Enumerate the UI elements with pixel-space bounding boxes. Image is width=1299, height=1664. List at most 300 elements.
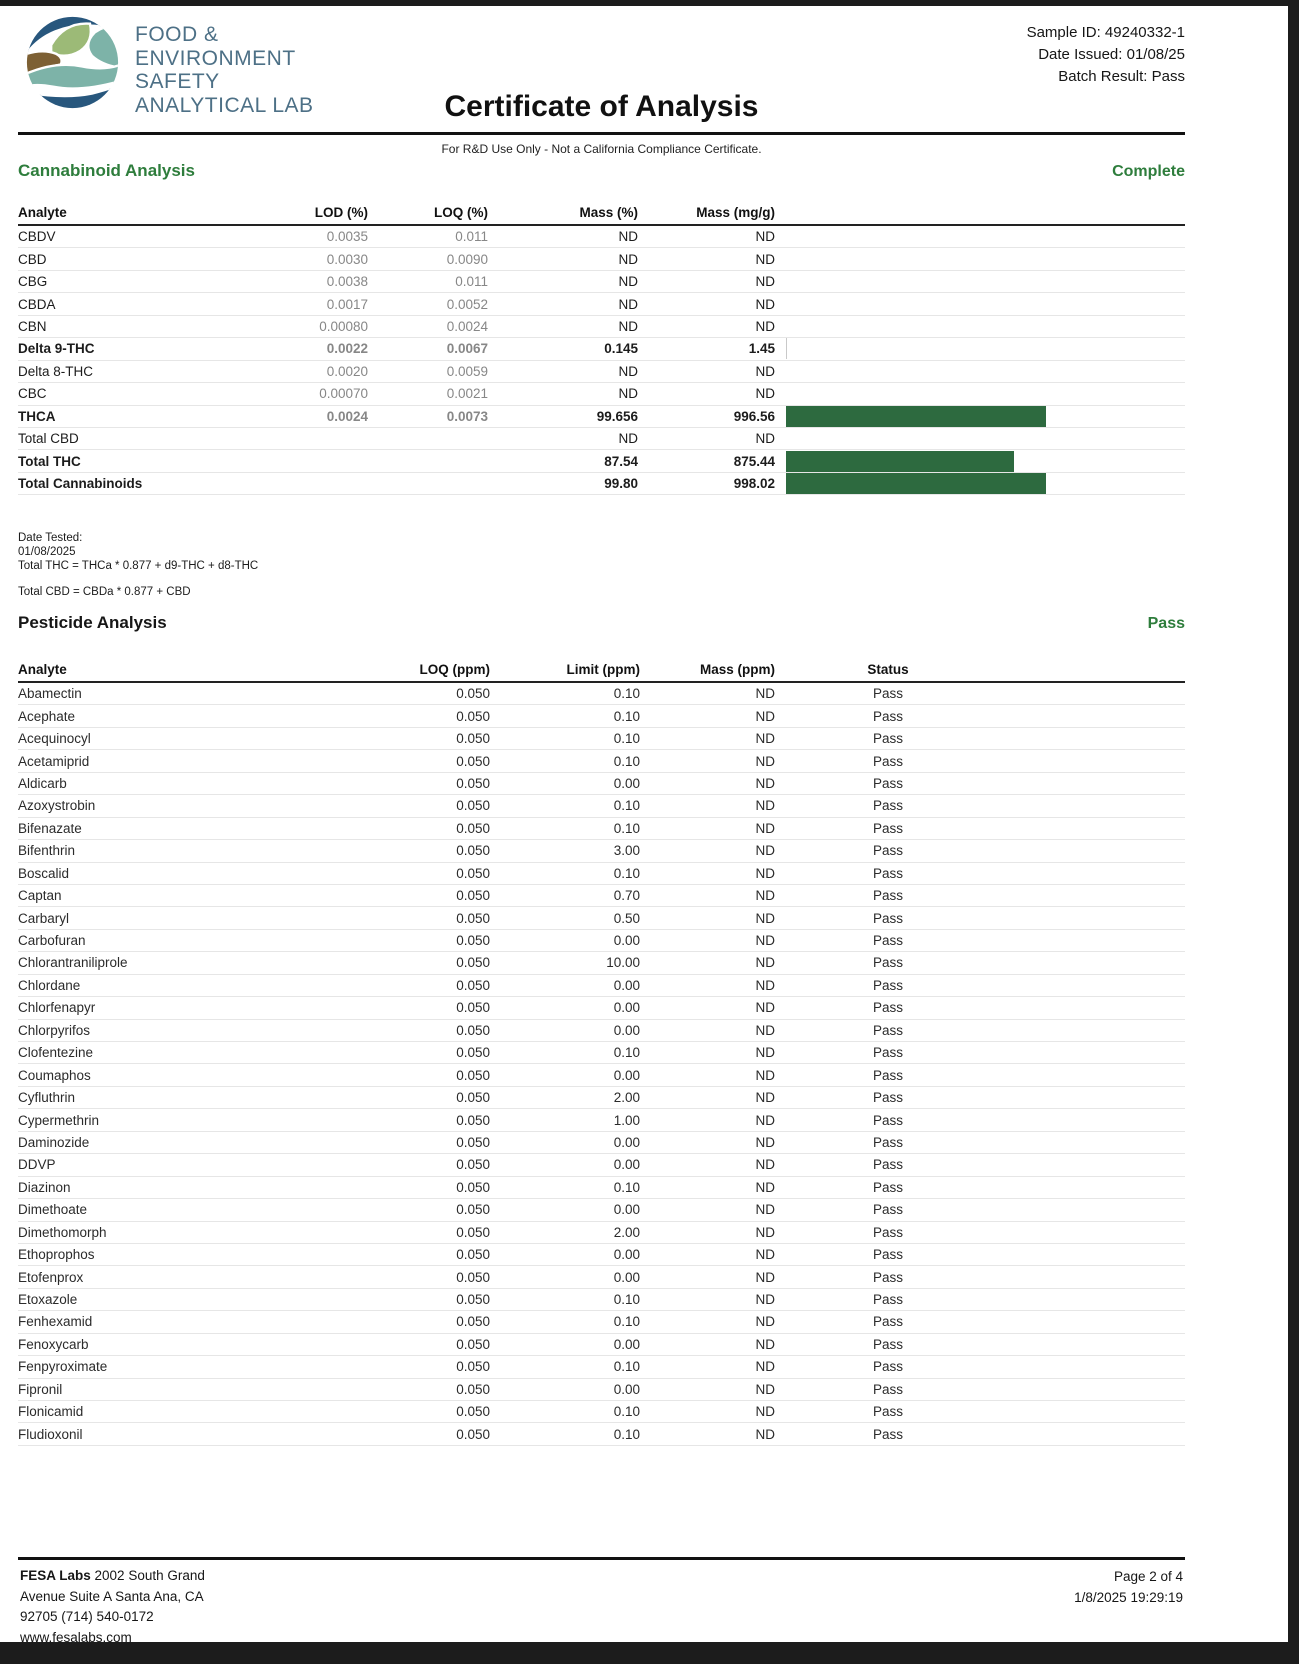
loq-cell: 0.050	[456, 1336, 490, 1352]
pesticide-row	[18, 840, 1185, 862]
limit-cell: 0.00	[613, 775, 640, 791]
mass-cell: ND	[755, 955, 775, 971]
mass-cell: ND	[755, 686, 775, 702]
status-cell: Pass	[872, 888, 903, 904]
lod-cell: 0.0017	[326, 296, 368, 312]
status-cell: Pass	[872, 686, 903, 702]
analyte-cell: Acetamiprid	[18, 753, 90, 769]
mass-cell: ND	[755, 1292, 775, 1308]
mass-bar-cell	[775, 406, 1185, 427]
status-cell: Pass	[872, 708, 903, 724]
loq-cell: 0.050	[456, 1090, 490, 1106]
lab-contact-block	[20, 1566, 205, 1642]
loq-cell: 0.0067	[446, 341, 488, 357]
mass-cell: ND	[755, 798, 775, 814]
pesticide-row	[18, 1154, 1185, 1176]
analyte-cell: Carbaryl	[18, 910, 70, 926]
lod-cell: 0.0030	[326, 251, 368, 267]
date-tested-label: Date Tested:	[18, 532, 83, 545]
limit-cell: 0.10	[613, 708, 640, 724]
loq-cell: 0.050	[456, 933, 490, 949]
mass-bar-cell	[775, 293, 1185, 314]
mass-cell: ND	[755, 820, 775, 836]
status-cell: Pass	[872, 1000, 903, 1016]
loq-cell: 0.011	[455, 229, 488, 245]
limit-cell: 0.10	[613, 1292, 640, 1308]
header-divider	[18, 132, 1185, 135]
mass-cell: ND	[755, 1090, 775, 1106]
pesticide-row	[18, 683, 1185, 705]
lod-cell: 0.0035	[326, 229, 368, 245]
certificate-page	[0, 6, 1288, 1642]
mass-percent-cell: 87.54	[604, 453, 638, 469]
column-header: Mass (%)	[579, 205, 638, 220]
column-header-bar-area	[775, 200, 1185, 220]
pesticide-table-header	[18, 657, 1185, 683]
mass-bar-cell	[775, 316, 1185, 337]
analyte-cell: Cyfluthrin	[18, 1090, 76, 1106]
pesticide-row	[18, 1222, 1185, 1244]
mass-mgg-cell: 875.44	[733, 453, 775, 469]
pesticide-row	[18, 952, 1185, 974]
mass-cell: ND	[755, 1134, 775, 1150]
pesticide-row	[18, 1379, 1185, 1401]
pesticide-row	[18, 1289, 1185, 1311]
analyte-cell: Chlorantraniliprole	[18, 955, 128, 971]
analyte-cell: Azoxystrobin	[18, 798, 96, 814]
mass-bar	[786, 451, 1014, 472]
loq-cell: 0.050	[456, 888, 490, 904]
cannabinoid-table-body	[18, 226, 1185, 495]
mass-bar	[786, 473, 1046, 494]
loq-cell: 0.050	[456, 775, 490, 791]
status-cell: Pass	[872, 1157, 903, 1173]
analyte-cell: Delta 8-THC	[18, 363, 94, 379]
cannabinoid-status-badge: Complete	[1112, 163, 1185, 180]
loq-cell: 0.050	[456, 1381, 490, 1397]
loq-cell: 0.050	[456, 1404, 490, 1420]
mass-cell: ND	[755, 708, 775, 724]
analyte-cell: Total Cannabinoids	[18, 476, 143, 492]
loq-cell: 0.050	[456, 1426, 490, 1442]
loq-cell: 0.050	[456, 708, 490, 724]
lod-cell: 0.0038	[326, 274, 368, 290]
limit-cell: 0.10	[613, 820, 640, 836]
analyte-cell: CBDV	[18, 229, 56, 245]
loq-cell: 0.050	[456, 1067, 490, 1083]
limit-cell: 0.00	[613, 1157, 640, 1173]
loq-cell: 0.050	[456, 798, 490, 814]
mass-cell: ND	[755, 977, 775, 993]
lod-cell: 0.0022	[326, 341, 368, 357]
mass-percent-cell: ND	[618, 431, 638, 447]
lod-cell: 0.0020	[326, 363, 368, 379]
pesticide-row	[18, 795, 1185, 817]
limit-cell: 0.00	[613, 1336, 640, 1352]
page-meta-block	[1074, 1566, 1183, 1608]
status-cell: Pass	[872, 1269, 903, 1285]
mass-bar-cell	[775, 248, 1185, 269]
mass-cell: ND	[755, 865, 775, 881]
date-issued: Date Issued: 01/08/25	[1038, 46, 1185, 63]
cannabinoid-section-title: Cannabinoid Analysis	[18, 161, 195, 180]
lod-cell: 0.0024	[326, 408, 368, 424]
loq-cell: 0.050	[456, 753, 490, 769]
cannabinoid-row	[18, 428, 1185, 450]
pesticide-row	[18, 1132, 1185, 1154]
column-header: Analyte	[18, 205, 67, 220]
mass-mgg-cell: ND	[755, 386, 775, 402]
footer-website: www.fesalabs.com	[20, 1629, 132, 1642]
print-timestamp: 1/8/2025 19:29:19	[1074, 1590, 1183, 1605]
pesticide-row	[18, 1087, 1185, 1109]
status-cell: Pass	[872, 1247, 903, 1263]
mass-cell: ND	[755, 843, 775, 859]
limit-cell: 0.10	[613, 686, 640, 702]
loq-cell: 0.050	[456, 1359, 490, 1375]
analyte-cell: Delta 9-THC	[18, 341, 95, 357]
pesticide-row	[18, 1199, 1185, 1221]
cannabinoid-row	[18, 248, 1185, 270]
loq-cell: 0.050	[456, 1314, 490, 1330]
cannabinoid-row	[18, 406, 1185, 428]
analyte-cell: CBD	[18, 251, 47, 267]
mass-bar-cell	[775, 271, 1185, 292]
mass-mgg-cell: ND	[755, 363, 775, 379]
analyte-cell: Chlordane	[18, 977, 81, 993]
mass-cell: ND	[755, 1426, 775, 1442]
loq-cell: 0.0052	[446, 296, 488, 312]
loq-cell: 0.050	[456, 977, 490, 993]
column-header: Analyte	[18, 662, 67, 677]
analyte-cell: Carbofuran	[18, 933, 86, 949]
limit-cell: 0.10	[613, 1045, 640, 1061]
status-cell: Pass	[872, 820, 903, 836]
limit-cell: 0.10	[613, 1426, 640, 1442]
mass-bar-cell	[775, 226, 1185, 247]
total-cbd-formula: Total CBD = CBDa * 0.877 + CBD	[18, 586, 191, 599]
footer-address-line: 2002 South Grand	[94, 1568, 205, 1583]
status-cell: Pass	[872, 1045, 903, 1061]
analyte-cell: Daminozide	[18, 1134, 90, 1150]
analyte-cell: Fenpyroximate	[18, 1359, 108, 1375]
pesticide-table-body	[18, 683, 1185, 1446]
status-cell: Pass	[872, 865, 903, 881]
pesticide-row	[18, 975, 1185, 997]
lod-cell: 0.00070	[319, 386, 368, 402]
limit-cell: 0.00	[613, 1134, 640, 1150]
status-cell: Pass	[872, 1090, 903, 1106]
mass-cell: ND	[755, 933, 775, 949]
lab-name-line: ENVIRONMENT	[135, 46, 296, 70]
mass-cell: ND	[755, 1157, 775, 1173]
mass-percent-cell: 0.145	[604, 341, 638, 357]
mass-cell: ND	[755, 888, 775, 904]
analyte-cell: Dimethomorph	[18, 1224, 107, 1240]
pesticide-row	[18, 728, 1185, 750]
mass-cell: ND	[755, 1112, 775, 1128]
limit-cell: 0.00	[613, 1381, 640, 1397]
mass-cell: ND	[755, 1179, 775, 1195]
compliance-note: For R&D Use Only - Not a California Compliance Certificate.	[441, 142, 762, 156]
analyte-cell: Cypermethrin	[18, 1112, 100, 1128]
loq-cell: 0.050	[456, 910, 490, 926]
analyte-cell: Captan	[18, 888, 62, 904]
mass-bar-cell	[775, 428, 1185, 449]
loq-cell: 0.050	[456, 1022, 490, 1038]
pesticide-section	[18, 613, 1185, 1446]
loq-cell: 0.050	[456, 1179, 490, 1195]
mass-cell: ND	[755, 1224, 775, 1240]
limit-cell: 0.00	[613, 1247, 640, 1263]
cannabinoid-row	[18, 338, 1185, 360]
loq-cell: 0.0059	[446, 363, 488, 379]
limit-cell: 0.50	[613, 910, 640, 926]
mass-cell: ND	[755, 1359, 775, 1375]
sample-info-block	[1027, 22, 1185, 88]
status-cell: Pass	[872, 731, 903, 747]
status-cell: Pass	[872, 1112, 903, 1128]
mass-mgg-cell: ND	[755, 251, 775, 267]
mass-percent-cell: ND	[618, 363, 638, 379]
analyte-cell: Total CBD	[18, 431, 79, 447]
loq-cell: 0.050	[456, 1157, 490, 1173]
limit-cell: 0.00	[613, 933, 640, 949]
limit-cell: 0.10	[613, 1179, 640, 1195]
mass-cell: ND	[755, 1269, 775, 1285]
mass-percent-cell: ND	[618, 386, 638, 402]
mass-bar-cell	[775, 338, 1185, 359]
pesticide-row	[18, 1401, 1185, 1423]
loq-cell: 0.0024	[446, 318, 488, 334]
loq-cell: 0.050	[456, 1247, 490, 1263]
pesticide-row	[18, 1244, 1185, 1266]
analyte-cell: Boscalid	[18, 865, 70, 881]
mass-mgg-cell: ND	[755, 296, 775, 312]
column-header: LOQ (ppm)	[419, 662, 490, 677]
limit-cell: 0.00	[613, 1000, 640, 1016]
cannabinoid-table-header	[18, 200, 1185, 226]
batch-result: Batch Result: Pass	[1058, 68, 1185, 85]
mass-cell: ND	[755, 1202, 775, 1218]
analyte-cell: Aldicarb	[18, 775, 67, 791]
status-cell: Pass	[872, 1381, 903, 1397]
pesticide-row	[18, 1334, 1185, 1356]
status-cell: Pass	[872, 1224, 903, 1240]
pesticide-row	[18, 863, 1185, 885]
limit-cell: 0.10	[613, 1359, 640, 1375]
limit-cell: 2.00	[613, 1224, 640, 1240]
status-cell: Pass	[872, 843, 903, 859]
mass-bar-cell	[775, 450, 1185, 471]
analyte-cell: Abamectin	[18, 686, 82, 702]
sample-id: Sample ID: 49240332-1	[1026, 24, 1185, 41]
limit-cell: 10.00	[606, 955, 640, 971]
limit-cell: 0.00	[613, 1202, 640, 1218]
mass-bar-cell	[775, 473, 1185, 494]
analyte-cell: Total THC	[18, 453, 81, 469]
loq-cell: 0.050	[456, 1269, 490, 1285]
limit-cell: 0.10	[613, 865, 640, 881]
loq-cell: 0.050	[456, 1224, 490, 1240]
analyte-cell: Fludioxonil	[18, 1426, 83, 1442]
status-cell: Pass	[872, 775, 903, 791]
limit-cell: 2.00	[613, 1090, 640, 1106]
status-cell: Pass	[872, 1292, 903, 1308]
mass-cell: ND	[755, 1045, 775, 1061]
mass-cell: ND	[755, 753, 775, 769]
footer-address-line: Avenue Suite A Santa Ana, CA	[20, 1588, 204, 1604]
status-cell: Pass	[872, 1202, 903, 1218]
mass-percent-cell: ND	[618, 251, 638, 267]
mass-cell: ND	[755, 1247, 775, 1263]
status-cell: Pass	[872, 933, 903, 949]
cannabinoid-row	[18, 316, 1185, 338]
loq-cell: 0.011	[455, 274, 488, 290]
loq-cell: 0.050	[456, 686, 490, 702]
loq-cell: 0.0090	[446, 251, 488, 267]
column-header: Mass (ppm)	[699, 662, 775, 677]
analyte-cell: Bifenthrin	[18, 843, 76, 859]
pesticide-row	[18, 1266, 1185, 1288]
analyte-cell: Flonicamid	[18, 1404, 84, 1420]
total-thc-formula: Total THC = THCa * 0.877 + d9-THC + d8-THC	[18, 560, 259, 573]
status-cell: Pass	[872, 1067, 903, 1083]
loq-cell: 0.050	[456, 865, 490, 881]
pesticide-row	[18, 1109, 1185, 1131]
mass-bar-cell	[775, 361, 1185, 382]
analyte-cell: Fipronil	[18, 1381, 63, 1397]
footer-lab-name: FESA Labs	[20, 1568, 91, 1583]
column-header: LOQ (%)	[434, 205, 488, 220]
status-cell: Pass	[872, 1134, 903, 1150]
pesticide-row	[18, 750, 1185, 772]
pesticide-row	[18, 997, 1185, 1019]
limit-cell: 0.10	[613, 798, 640, 814]
loq-cell: 0.0021	[446, 386, 488, 402]
pesticide-row	[18, 818, 1185, 840]
limit-cell: 0.00	[613, 977, 640, 993]
mass-cell: ND	[755, 1314, 775, 1330]
mass-bar	[786, 406, 1046, 427]
analyte-cell: CBC	[18, 386, 47, 402]
mass-cell: ND	[755, 731, 775, 747]
column-header: Mass (mg/g)	[696, 205, 775, 220]
analyte-cell: CBG	[18, 274, 48, 290]
loq-cell: 0.050	[456, 1045, 490, 1061]
analyte-cell: Acephate	[18, 708, 76, 724]
pesticide-row	[18, 1423, 1185, 1445]
pesticide-status-badge: Pass	[1147, 615, 1185, 632]
analyte-cell: Fenhexamid	[18, 1314, 93, 1330]
loq-cell: 0.050	[456, 820, 490, 836]
mass-cell: ND	[755, 1022, 775, 1038]
cannabinoid-row	[18, 361, 1185, 383]
page-number: Page 2 of 4	[1113, 1569, 1183, 1584]
mass-cell: ND	[755, 1336, 775, 1352]
mass-percent-cell: 99.656	[596, 408, 638, 424]
analyte-cell: Clofentezine	[18, 1045, 94, 1061]
status-cell: Pass	[872, 1359, 903, 1375]
analyte-cell: Chlorpyrifos	[18, 1022, 91, 1038]
pesticide-row	[18, 1311, 1185, 1333]
limit-cell: 0.10	[613, 1404, 640, 1420]
mass-mgg-cell: ND	[755, 318, 775, 334]
status-cell: Pass	[872, 1426, 903, 1442]
column-header: LOD (%)	[314, 205, 368, 220]
cannabinoid-row	[18, 271, 1185, 293]
analyte-cell: THCA	[18, 408, 56, 424]
cannabinoid-notes	[18, 531, 1185, 599]
certificate-title: Certificate of Analysis	[444, 90, 759, 123]
lab-name-line: SAFETY	[135, 70, 220, 93]
lab-name-line: FOOD &	[135, 23, 219, 46]
mass-cell: ND	[755, 775, 775, 791]
mass-percent-cell: ND	[618, 229, 638, 245]
mass-cell: ND	[755, 1404, 775, 1420]
column-header: Limit (ppm)	[566, 662, 640, 677]
mass-mgg-cell: 998.02	[733, 476, 775, 492]
limit-cell: 0.10	[613, 1314, 640, 1330]
status-cell: Pass	[872, 798, 903, 814]
lab-name-line: ANALYTICAL LAB	[135, 93, 314, 117]
mass-bar	[786, 338, 787, 359]
date-tested-value: 01/08/2025	[18, 546, 76, 559]
cannabinoid-row	[18, 383, 1185, 405]
mass-cell: ND	[755, 1381, 775, 1397]
pesticide-row	[18, 1020, 1185, 1042]
limit-cell: 1.00	[613, 1112, 640, 1128]
mass-percent-cell: ND	[618, 318, 638, 334]
analyte-cell: Ethoprophos	[18, 1247, 95, 1263]
loq-cell: 0.050	[456, 731, 490, 747]
status-cell: Pass	[872, 1022, 903, 1038]
analyte-cell: CBDA	[18, 296, 56, 312]
loq-cell: 0.050	[456, 955, 490, 971]
loq-cell: 0.050	[456, 1202, 490, 1218]
analyte-cell: Dimethoate	[18, 1202, 88, 1218]
footer-divider	[18, 1557, 1185, 1560]
cannabinoid-section	[18, 161, 1185, 599]
limit-cell: 0.70	[613, 888, 640, 904]
loq-cell: 0.050	[456, 1112, 490, 1128]
footer-address-line: 92705 (714) 540-0172	[20, 1609, 154, 1624]
cannabinoid-row	[18, 293, 1185, 315]
pesticide-row	[18, 930, 1185, 952]
status-cell: Pass	[872, 753, 903, 769]
pesticide-row	[18, 907, 1185, 929]
status-cell: Pass	[872, 910, 903, 926]
limit-cell: 0.10	[613, 731, 640, 747]
mass-mgg-cell: ND	[755, 229, 775, 245]
analyte-cell: Acequinocyl	[18, 731, 91, 747]
pesticide-row	[18, 705, 1185, 727]
analyte-cell: Fenoxycarb	[18, 1336, 89, 1352]
analyte-cell: Etoxazole	[18, 1292, 78, 1308]
mass-mgg-cell: 1.45	[748, 341, 775, 357]
mass-mgg-cell: ND	[755, 274, 775, 290]
pesticide-row	[18, 885, 1185, 907]
mass-percent-cell: ND	[618, 296, 638, 312]
status-cell: Pass	[872, 1336, 903, 1352]
mass-mgg-cell: 996.56	[733, 408, 775, 424]
loq-cell: 0.0073	[446, 408, 488, 424]
cannabinoid-row	[18, 450, 1185, 472]
analyte-cell: DDVP	[18, 1157, 56, 1173]
limit-cell: 0.00	[613, 1022, 640, 1038]
mass-bar-cell	[775, 383, 1185, 404]
loq-cell: 0.050	[456, 1000, 490, 1016]
